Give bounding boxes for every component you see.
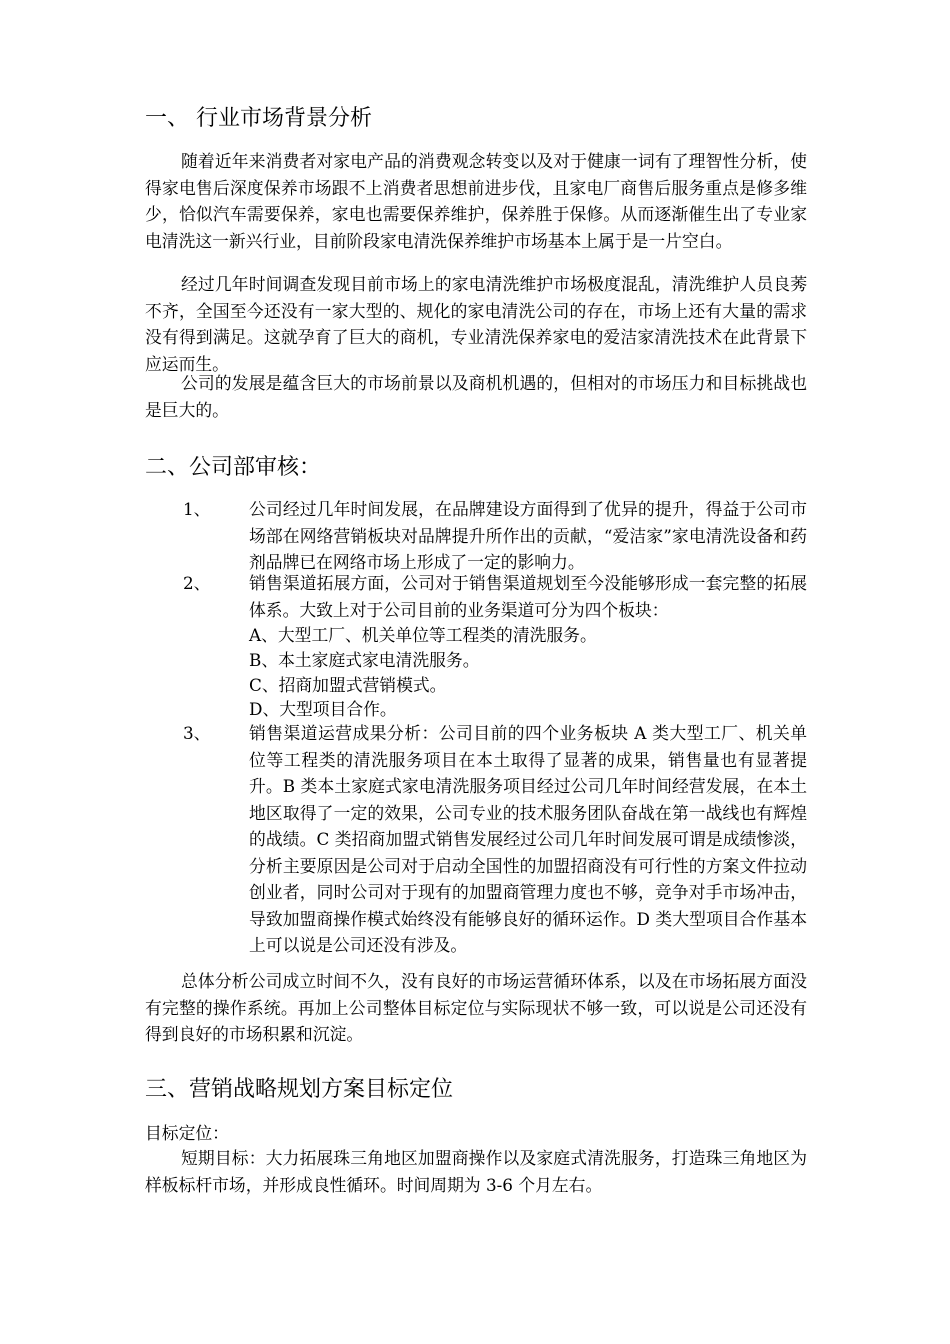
sub-item-c: C、招商加盟式营销模式。 [249,675,447,695]
sub-item-d: D、大型项目合作。 [249,699,397,719]
section-2-summary: 总体分析公司成立时间不久，没有良好的市场运营循环体系，以及在市场拓展方面没有完整的操作系统。再加上公司整体目标定位与实际现状不够一致，可以说是公司还没有得到良好的市场积累和沉淀。 [145,971,807,1044]
section-1-paragraph-1: 随着近年来消费者对家电产品的消费观念转变以及对于健康一词有了理智性分析，使得家电售后深度保养市场跟不上消费者思想前进步伐，且家电厂商售后服务重点是修多维少，恰似汽车需要保养，家电也需要保养维护，保养胜于保修。从而逐渐催生出了专业家电清洗这一新兴行业，目前阶段家电清洗保养维护市场基本上属于是一片空白。 [145,151,807,251]
goal-label: 目标定位： [145,1123,229,1143]
list-item-3-number: 3、 [183,723,211,743]
section-1-heading: 一、 行业市场背景分析 [145,106,372,131]
short-term-goal: 短期目标：大力拓展珠三角地区加盟商操作以及家庭式清洗服务，打造珠三角地区为样板标杆市场，并形成良性循环。时间周期为 3-6 个月左右。 [145,1148,807,1195]
sub-item-b: B、本土家庭式家电清洗服务。 [249,650,480,670]
list-item-2-text: 销售渠道拓展方面，公司对于销售渠道规划至今没能够形成一套完整的拓展体系。大致上对于公司目前的业务渠道可分为四个板块： [249,573,807,620]
sub-item-a: A、大型工厂、机关单位等工程类的清洗服务。 [249,625,597,645]
section-3-heading: 三、营销战略规划方案目标定位 [145,1077,454,1102]
list-item-2-number: 2、 [183,573,211,593]
list-item-3-text: 销售渠道运营成果分析：公司目前的四个业务板块 A 类大型工厂、机关单位等工程类的清洗服务项目在本土取得了显著的成果，销售量也有显著提升。B 类本土家庭式家电清洗服务项目经过公司几年时间经营发展，在本土地区取得了一定的效果，公司专业的技术服务团队奋战在第一战线也有辉煌的战绩。C 类招商加盟式销售发展经过公司几年时间发展可谓是成绩惨淡，分析主要原因是公司对于启动全国性的加盟招商没有可行性的方案文件拉动创业者，同时公司对于现有的加盟商管理力度也不够，竞争对手市场冲击，导致加盟商操作模式始终没有能够良好的循环运作。D 类大型项目合作基本上可以说是公司还没有涉及。 [249,723,807,955]
list-item-1-number: 1、 [183,499,211,519]
section-1-paragraph-2: 经过几年时间调查发现目前市场上的家电清洗维护市场极度混乱，清洗维护人员良莠不齐，全国至今还没有一家大型的、规化的家电清洗公司的存在，市场上还有大量的需求没有得到满足。这就孕育了巨大的商机，专业清洗保养家电的爱洁家清洗技术在此背景下应运而生。 [145,274,807,374]
section-2-heading: 二、公司部审核： [145,455,322,480]
list-item-1-text: 公司经过几年时间发展，在品牌建设方面得到了优异的提升，得益于公司市场部在网络营销板块对品牌提升所作出的贡献，“爱洁家”家电清洗设备和药剂品牌已在网络市场上形成了一定的影响力。 [249,499,807,572]
section-1-paragraph-3: 公司的发展是蕴含巨大的市场前景以及商机机遇的，但相对的市场压力和目标挑战也是巨大的。 [145,373,807,420]
